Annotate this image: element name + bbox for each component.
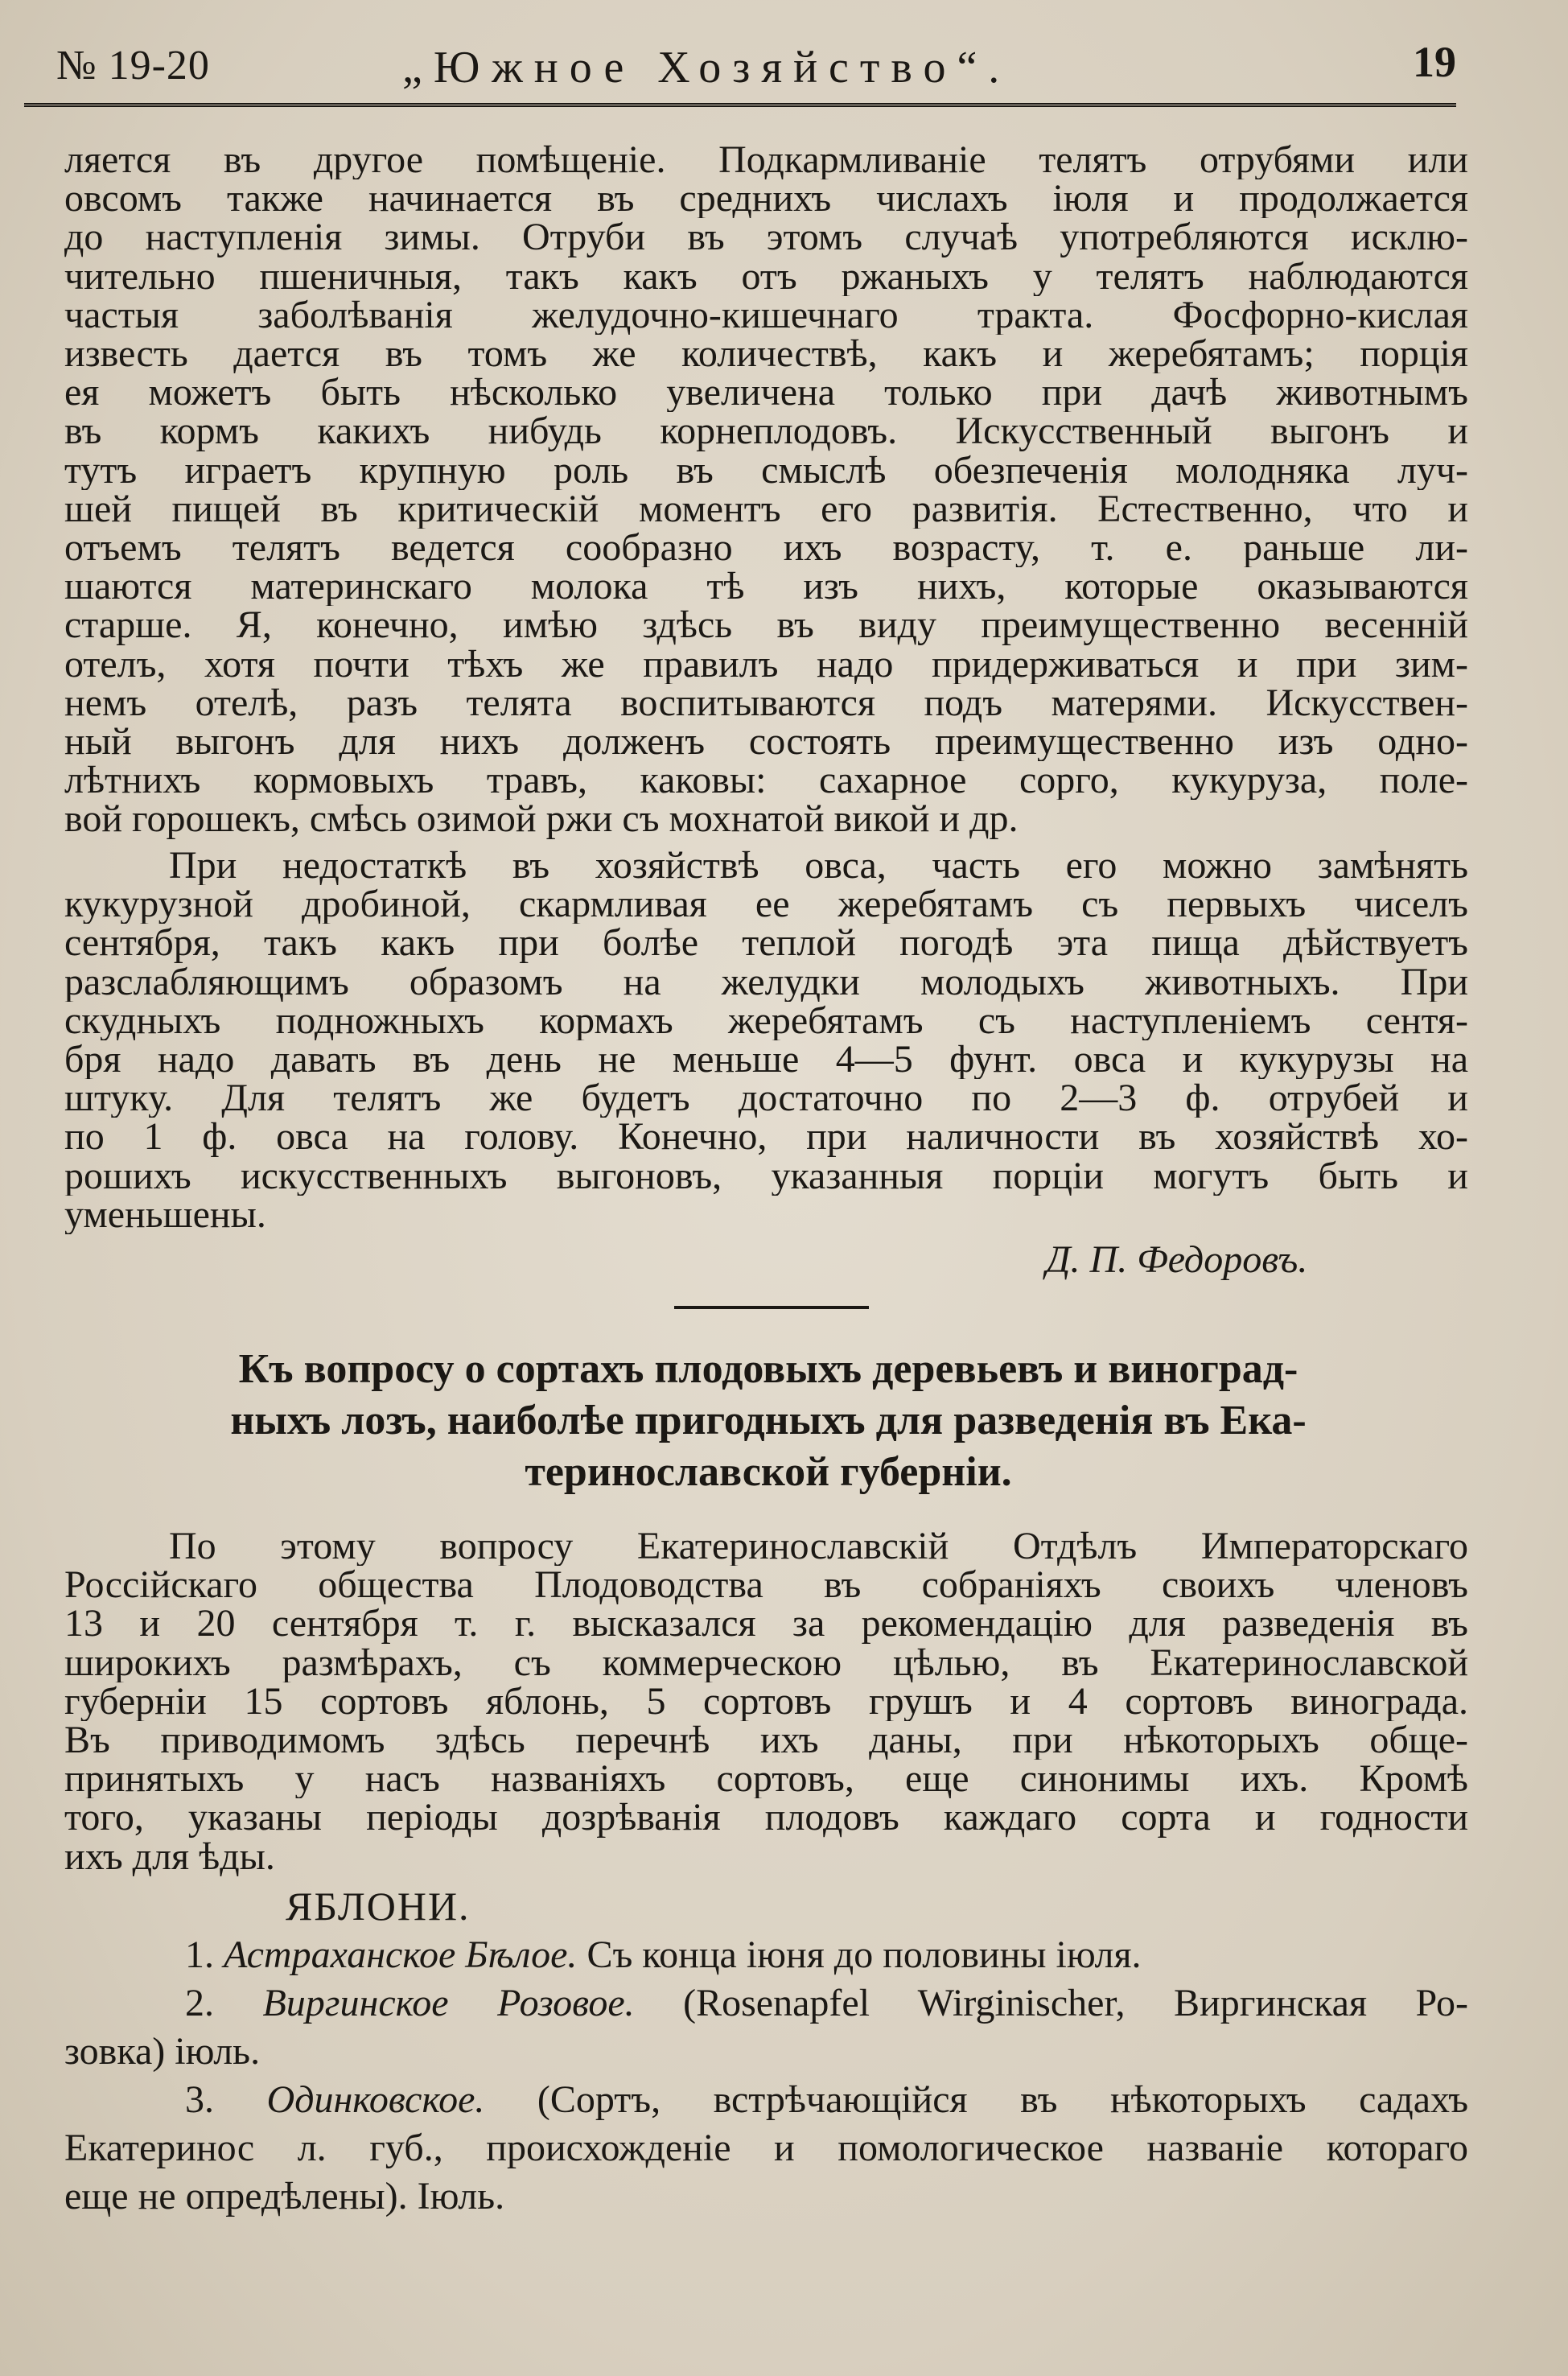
list-item: [64, 1979, 1468, 2028]
text-line: губерніи 15 сортовъ яблонь, 5 сортовъ грушъ и 4 сортовъ винограда.: [64, 1682, 1468, 1722]
list-item-continued: еще не опредѣлены). Іюль.: [64, 2175, 505, 2217]
variety-name: Виргинское Розовое.: [262, 1982, 635, 2024]
text-line: скудныхъ подножныхъ кормахъ жеребятамъ съ наступленіемъ сентя-: [64, 1001, 1468, 1041]
list-item: [64, 1931, 1468, 1979]
journal-title: „Южное Хозяйство“.: [402, 43, 1011, 93]
item-number: 3.: [185, 2078, 214, 2121]
text-line: тутъ играетъ крупную роль въ смыслѣ обезпеченія молодняка луч-: [64, 451, 1468, 490]
paragraph-varieties: [64, 1527, 1468, 1876]
text-line: частыя заболѣванія желудочно-кишечнаго тракта. Фосфорно-кислая: [64, 295, 1468, 336]
variety-note: (Сортъ, встрѣчающійся въ нѣкоторыхъ садахъ: [484, 2078, 1469, 2121]
text-line: въ кормъ какихъ нибудь корнеплодовъ. Искусственный выгонъ и: [64, 412, 1468, 451]
paragraph-feeding: [64, 141, 1468, 839]
text-line: При недостаткѣ въ хозяйствѣ овса, часть его можно замѣнять: [169, 846, 1468, 886]
text-line: отелъ, хотя почти тѣхъ же правилъ надо придерживаться и при зим-: [64, 644, 1468, 684]
text-line: ея можетъ быть нѣсколько увеличена только при дачѣ животнымъ: [64, 373, 1468, 413]
text-line: немъ отелѣ, разъ телята воспитываются подъ матерями. Искусствен-: [64, 683, 1468, 723]
text-line: разслабляющимъ образомъ на желудки молодыхъ животныхъ. При: [64, 962, 1468, 1002]
text-line: известь дается въ томъ же количествѣ, какъ и жеребятамъ; порція: [64, 335, 1468, 374]
text-line: ляется въ другое помѣщеніе. Подкармливаніе телятъ отрубями или: [64, 141, 1468, 180]
author-signature: Д. П. Федоровъ.: [1046, 1238, 1308, 1281]
header-rule: [24, 103, 1456, 107]
text-line: по 1 ф. овса на голову. Конечно, при наличности въ хозяйствѣ хо-: [64, 1118, 1468, 1157]
heading-line: ныхъ лозъ, наиболѣе пригодныхъ для разведенія въ Ека-: [230, 1398, 1307, 1443]
text-line: ный выгонъ для нихъ долженъ состоять преимущественно изъ одно-: [64, 723, 1468, 762]
text-line: до наступленія зимы. Отруби въ этомъ случаѣ употребляются исклю-: [64, 218, 1468, 257]
text-line: принятыхъ у насъ названіяхъ сортовъ, еще синонимы ихъ. Кромѣ: [64, 1760, 1468, 1799]
text-line: сентября, такъ какъ при болѣе теплой погодѣ эта пища дѣйствуетъ: [64, 924, 1468, 963]
text-line: штуку. Для телятъ же будетъ достаточно по 2—3 ф. отрубей и: [64, 1079, 1468, 1118]
list-item-continued: Екатеринос л. губ., происхожденіе и помологическое названіе котораго: [64, 2127, 1468, 2169]
text-line: старше. Я, конечно, имѣю здѣсь въ виду преимущественно весенній: [64, 606, 1468, 645]
text-line: уменьшены.: [64, 1195, 266, 1235]
text-line: широкихъ размѣрахъ, съ коммерческою цѣлью, въ Екатеринославской: [64, 1643, 1468, 1682]
variety-note: Съ конца іюня до половины іюля.: [577, 1933, 1142, 1976]
text-line: лѣтнихъ кормовыхъ травъ, каковы: сахарное сорго, кукуруза, поле-: [64, 761, 1468, 801]
text-line: рошихъ искусственныхъ выгоновъ, указанныя порціи могутъ быть и: [64, 1156, 1468, 1196]
page-number: 19: [1413, 38, 1456, 86]
text-line: кукурузной дробиной, скармливая ее жеребятамъ съ первыхъ чиселъ: [64, 885, 1468, 924]
text-line: шаются материнскаго молока тѣ изъ нихъ, которые оказываются: [64, 567, 1468, 607]
text-line: того, указаны періоды дозрѣванія плодовъ каждаго сорта и годности: [64, 1798, 1468, 1838]
text-line: шей пищей въ критическій моментъ его развитія. Естественно, что и: [64, 489, 1468, 529]
text-line: бря надо давать въ день не меньше 4—5 фунт. овса и кукурузы на: [64, 1040, 1468, 1080]
article-heading: [72, 1344, 1464, 1498]
text-line: По этому вопросу Екатеринославскій Отдѣлъ Императорскаго: [169, 1527, 1468, 1567]
text-line: Россійскаго общества Плодоводства въ собраніяхъ своихъ членовъ: [64, 1566, 1468, 1605]
item-number: 2.: [185, 1982, 214, 2024]
text-line: Въ приводимомъ здѣсь перечнѣ ихъ даны, при нѣкоторыхъ обще-: [64, 1721, 1468, 1760]
heading-line: теринославской губерніи.: [525, 1449, 1012, 1495]
text-line: ихъ для ѣды.: [64, 1837, 275, 1876]
apples-section-title: ЯБЛОНИ.: [286, 1884, 471, 1929]
variety-name: Астраханское Бѣлое.: [224, 1933, 578, 1976]
list-item: [64, 2076, 1468, 2124]
variety-name: Одинковское.: [266, 2078, 485, 2121]
list-item-continued: зовка) іюль.: [64, 2030, 261, 2073]
paragraph-oats: [64, 846, 1468, 1234]
page-header: [56, 38, 1456, 106]
variety-note: (Rosenapfel Wirginischer, Виргинская Ро-: [634, 1982, 1468, 2024]
item-number: 1.: [185, 1933, 214, 1976]
text-line: отъемъ телятъ ведется сообразно ихъ возрасту, т. е. раньше ли-: [64, 529, 1468, 568]
heading-line: Къ вопросу о сортахъ плодовыхъ деревьевъ и виноград-: [238, 1346, 1298, 1392]
section-divider: [674, 1306, 869, 1309]
apple-variety-list: [64, 1931, 1468, 2221]
issue-number: № 19-20: [56, 43, 210, 89]
text-line: чительно пшеничныя, такъ какъ отъ ржаныхъ у телятъ наблюдаются: [64, 257, 1468, 296]
text-line: овсомъ также начинается въ среднихъ числахъ іюля и продолжается: [64, 179, 1468, 219]
text-line: вой горошекъ, смѣсь озимой ржи съ мохнатой викой и др.: [64, 800, 1019, 839]
text-line: 13 и 20 сентября т. г. высказался за рекомендацію для разведенія въ: [64, 1604, 1468, 1644]
